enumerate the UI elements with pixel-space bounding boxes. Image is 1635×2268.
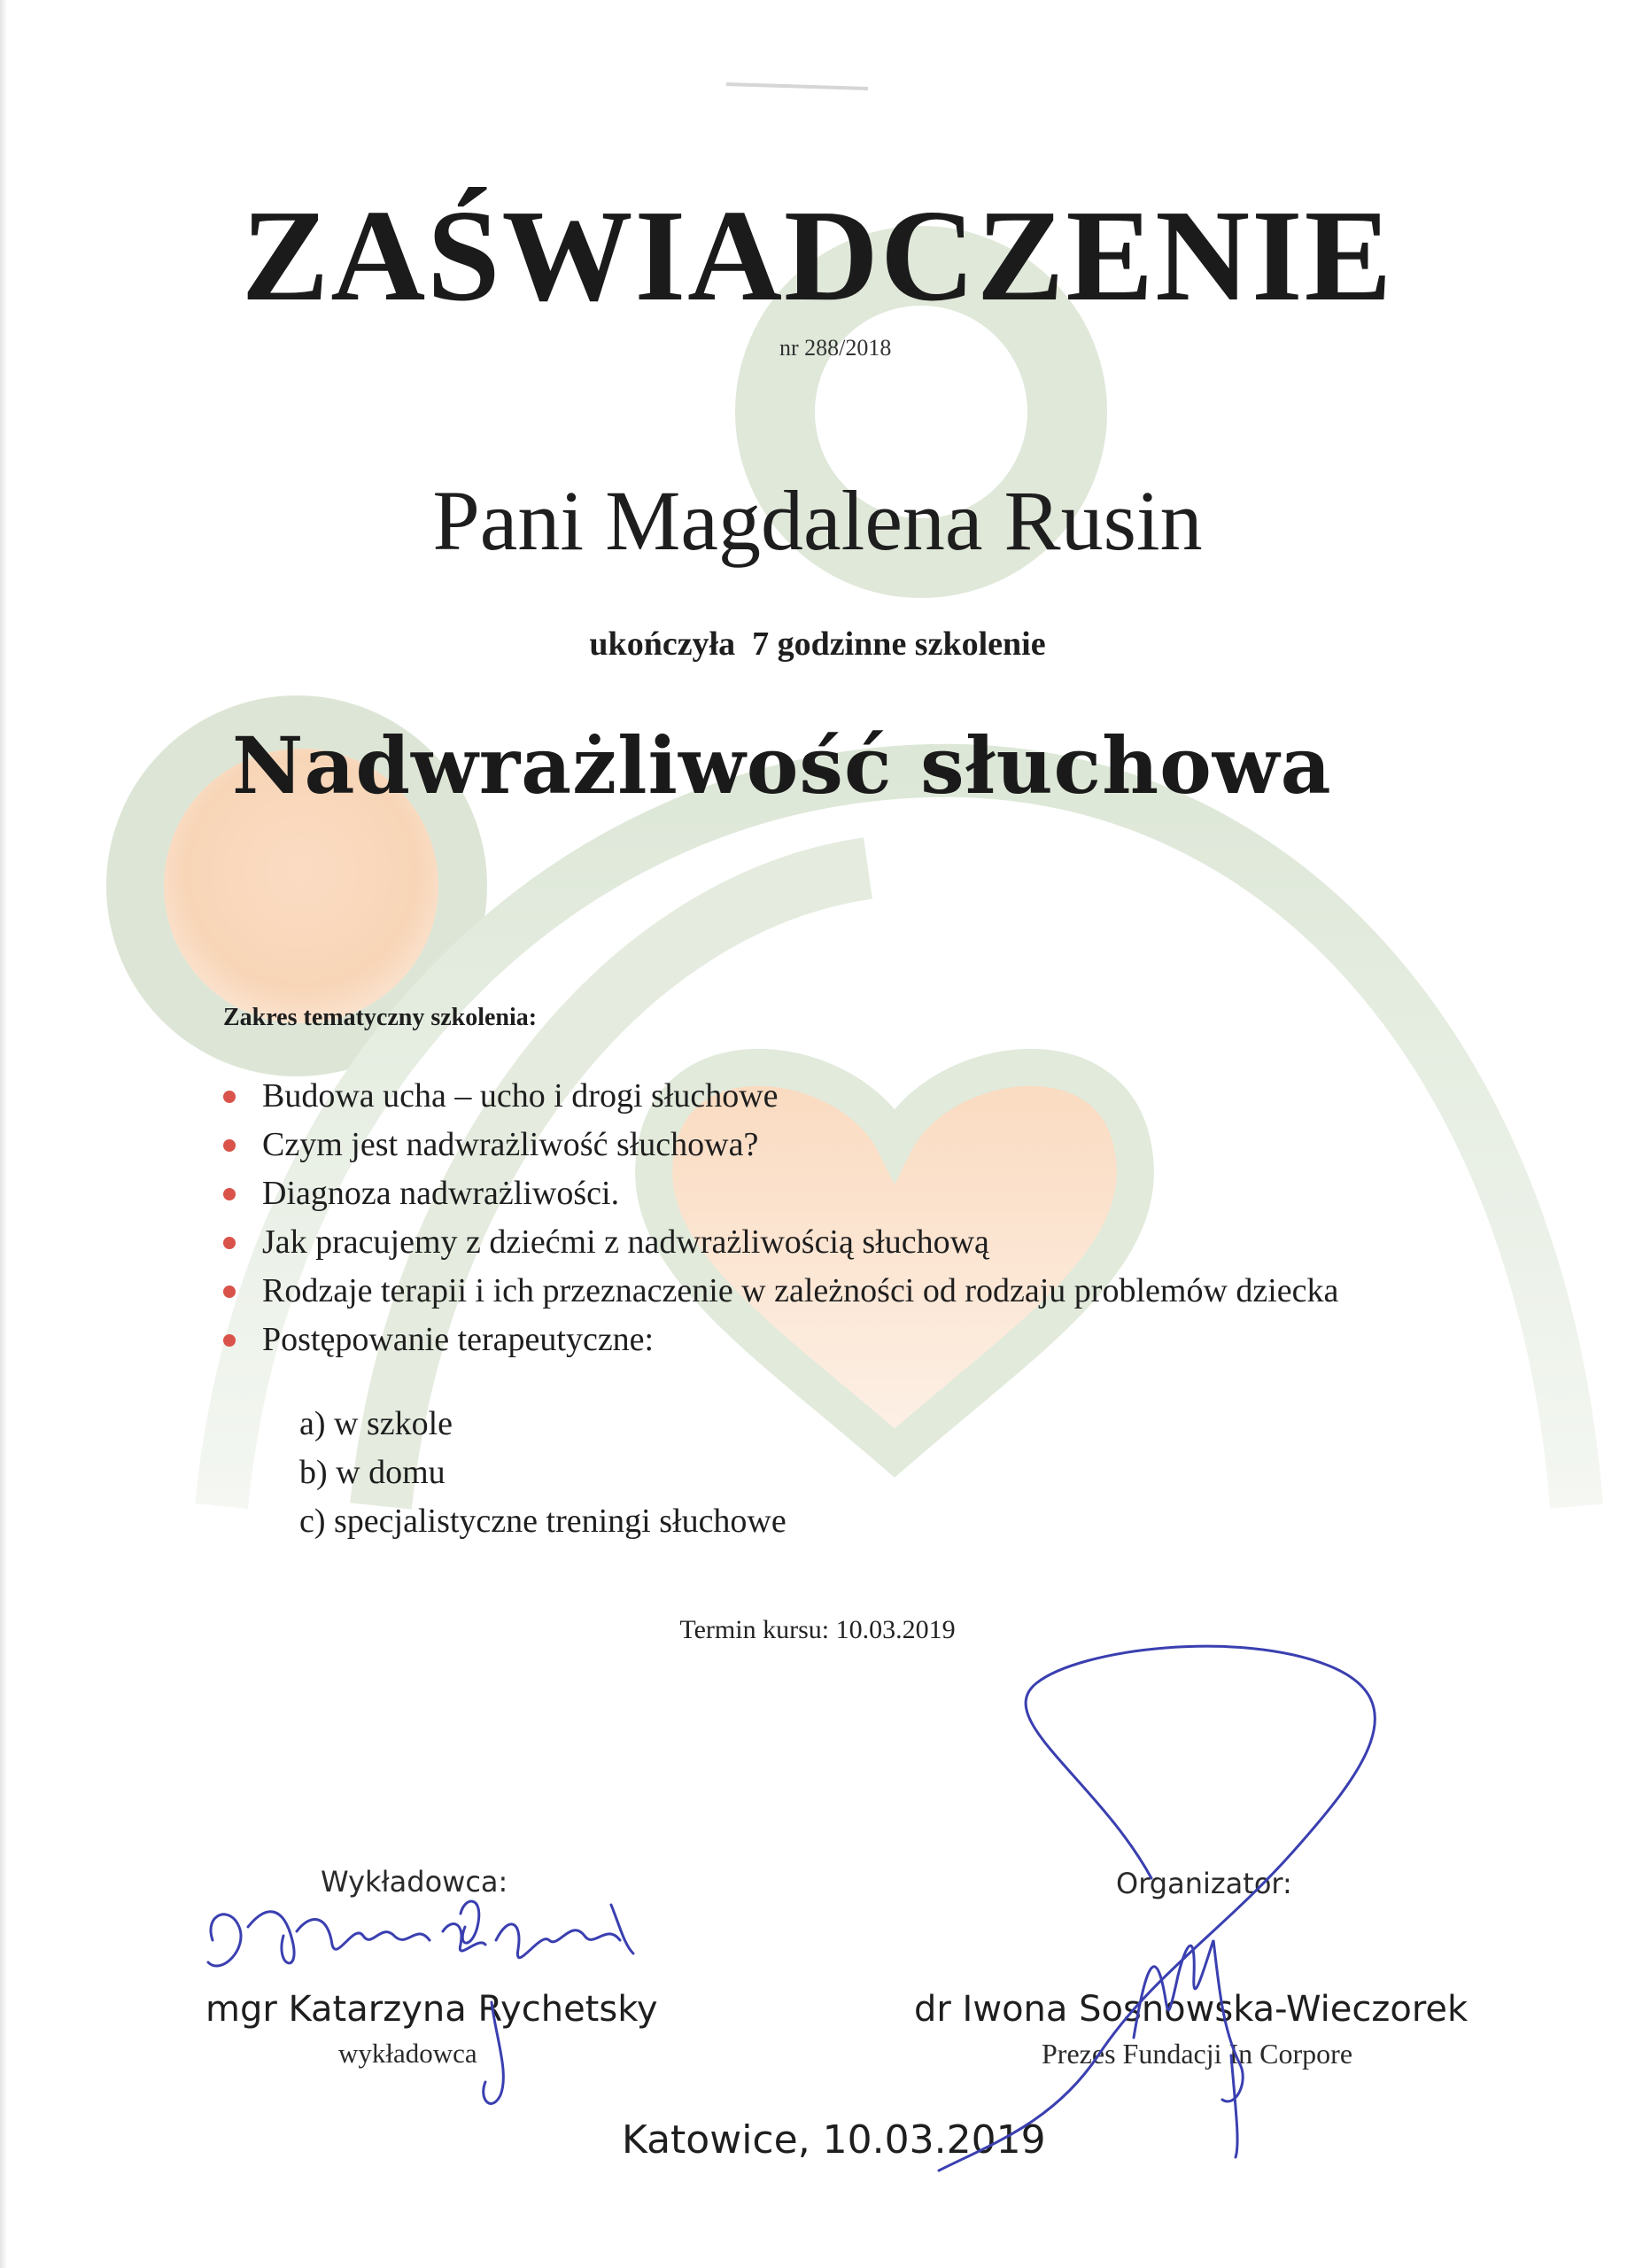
topic-text: Rodzaje terapii i ich przeznaczenie w zależności od rodzaju problemów dziecka: [262, 1272, 1339, 1309]
organizer-role: Prezes Fundacji In Corpore: [1042, 2038, 1353, 2070]
topic-text: Diagnoza nadwrażliwości.: [262, 1175, 620, 1212]
topic-text: Czym jest nadwrażliwość słuchowa?: [262, 1126, 759, 1163]
list-item: a) w szkole: [299, 1405, 453, 1442]
organizer-name: dr Iwona Sosnowska-Wieczorek: [914, 1989, 1468, 2030]
lecturer-role: wykładowca: [338, 2038, 477, 2069]
recipient-name: Pani Magdalena Rusin: [432, 473, 1203, 568]
certificate-number: nr 288/2018: [779, 335, 892, 361]
topic-text: Postępowanie terapeutyczne:: [262, 1321, 655, 1358]
list-item: [221, 1267, 1338, 1316]
list-item: [221, 1121, 1338, 1169]
topic-list: [221, 1072, 1338, 1364]
certificate-title: ZAŚWIADCZENIE: [241, 183, 1394, 329]
completion-text: ukończyła 7 godzinne szkolenie: [589, 625, 1046, 663]
course-name: Nadwrażliwość słuchowa: [232, 719, 1332, 812]
subtopic-list: [299, 1400, 787, 1546]
course-date: Termin kursu: 10.03.2019: [679, 1615, 956, 1644]
topic-text: Jak pracujemy z dziećmi z nadwrażliwością słuchową: [262, 1223, 989, 1261]
scan-edge: [0, 0, 7, 2268]
lecturer-name: mgr Katarzyna Rychetsky: [205, 1989, 658, 2030]
bullet-dot-icon: [223, 1334, 236, 1347]
scan-mark: [726, 84, 868, 89]
bullet-dot-icon: [223, 1237, 236, 1249]
scope-heading: Zakres tematyczny szkolenia:: [223, 1004, 538, 1031]
topic-text: Budowa ucha – ucho i drogi słuchowe: [262, 1077, 779, 1115]
list-item: [221, 1316, 1338, 1364]
bullet-dot-icon: [223, 1188, 236, 1200]
bullet-dot-icon: [223, 1285, 236, 1298]
organizer-label: Organizator:: [1116, 1867, 1292, 1900]
list-item: b) w domu: [299, 1454, 446, 1491]
bullet-dot-icon: [223, 1091, 236, 1103]
list-item: [221, 1169, 1338, 1218]
lecturer-label: Wykładowca:: [321, 1865, 508, 1899]
list-item: [221, 1072, 1338, 1121]
list-item: c) specjalistyczne treningi słuchowe: [299, 1503, 787, 1540]
list-item: [221, 1218, 1338, 1267]
bullet-dot-icon: [223, 1139, 236, 1152]
place-date: Katowice, 10.03.2019: [622, 2117, 1046, 2163]
